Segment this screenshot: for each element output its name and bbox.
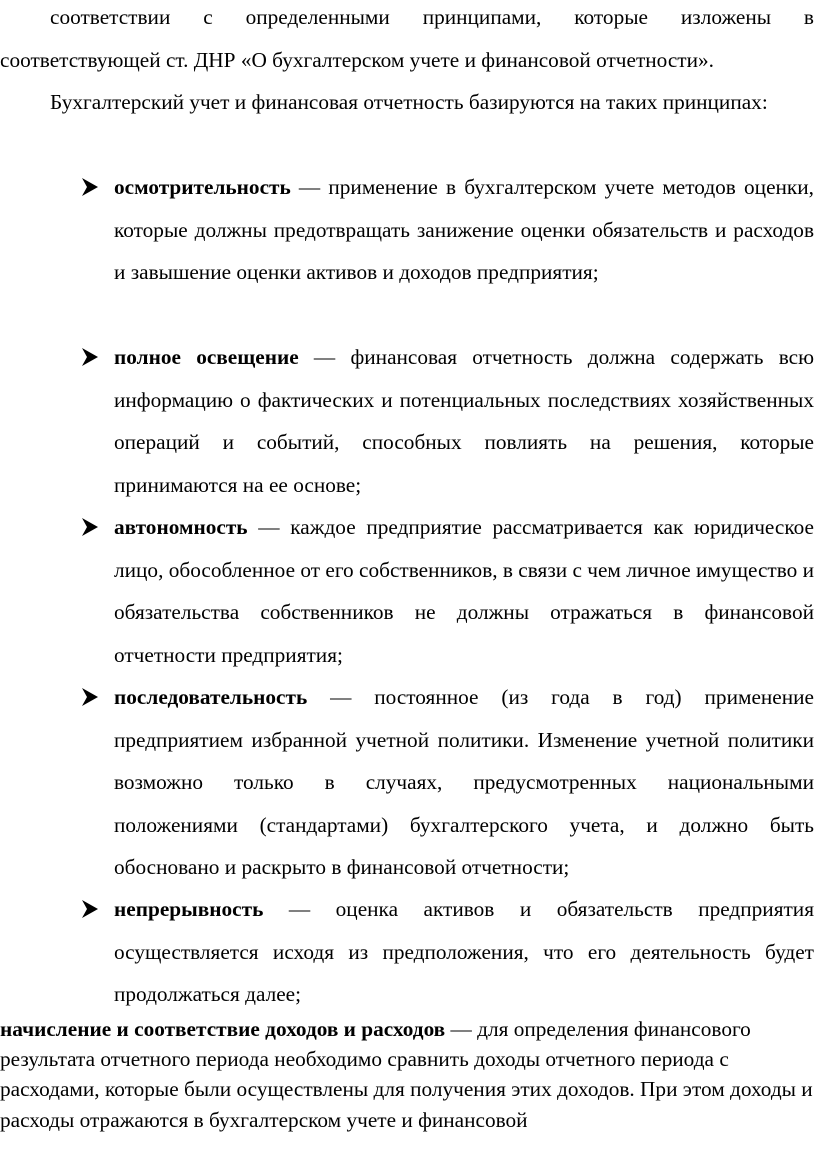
principle-term: полное освещение: [114, 345, 299, 369]
accrual-paragraph: [0, 1014, 814, 1135]
principle-text: — применение в бухгалтерском учете методов оценки, которые должны предотвращать занижение оценки обязательств и расходов и завышение оценки активов и доходов предприятия;: [114, 175, 814, 284]
principles-intro-paragraph: Бухгалтерский учет и финансовая отчетность базируются на таких принципах:: [50, 90, 768, 114]
arrowhead-bullet-icon: [80, 517, 100, 537]
principle-item: [114, 166, 814, 294]
principle-term: осмотрительность: [114, 175, 291, 199]
principle-text: — оценка активов и обязательств предприятия осуществляется исходя из предположения, что его деятельность будет продолжаться далее;: [114, 897, 814, 1006]
principle-item: [114, 888, 814, 1016]
principle-term: автономность: [114, 515, 248, 539]
arrowhead-bullet-icon: [80, 347, 100, 367]
accrual-term: начисление и соответствие доходов и расходов: [0, 1017, 446, 1041]
principle-term: непрерывность: [114, 897, 264, 921]
arrowhead-bullet-icon: [80, 177, 100, 197]
principle-term: последовательность: [114, 685, 308, 709]
arrowhead-bullet-icon: [80, 899, 100, 919]
principle-text: — постоянное (из года в год) применение предприятием избранной учетной политики. Изменение учетной политики возможно только в случаях, предусмотренных национальными положениями (стандартами) бухгалтерского учета, и должно быть обосновано и раскрыто в финансовой отчетности;: [114, 685, 814, 879]
intro-paragraph: соответствии с определенными принципами, которые изложены в соответствующей ст. ДНР «О бухгалтерском учете и финансовой отчетности».: [0, 5, 814, 72]
accrual-text: — для определения финансового результата отчетного периода необходимо сравнить доходы отчетного периода с расходами, которые были осуществлены для получения этих доходов. При этом доходы и расходы отражаются в бухгалтерском учете и финансовой: [0, 1017, 813, 1132]
principle-item: [114, 336, 814, 506]
arrowhead-bullet-icon: [80, 687, 100, 707]
principle-text: — финансовая отчетность должна содержать всю информацию о фактических и потенциальных последствиях хозяйственных операций и событий, способных повлиять на решения, которые принимаются на ее основе;: [114, 345, 814, 497]
principle-text: — каждое предприятие рассматривается как юридическое лицо, обособленное от его собственников, в связи с чем личное имущество и обязательства собственников не должны отражаться в финансовой отчетности предприятия;: [114, 515, 814, 667]
principle-item: [114, 506, 814, 676]
principle-item: [114, 676, 814, 889]
